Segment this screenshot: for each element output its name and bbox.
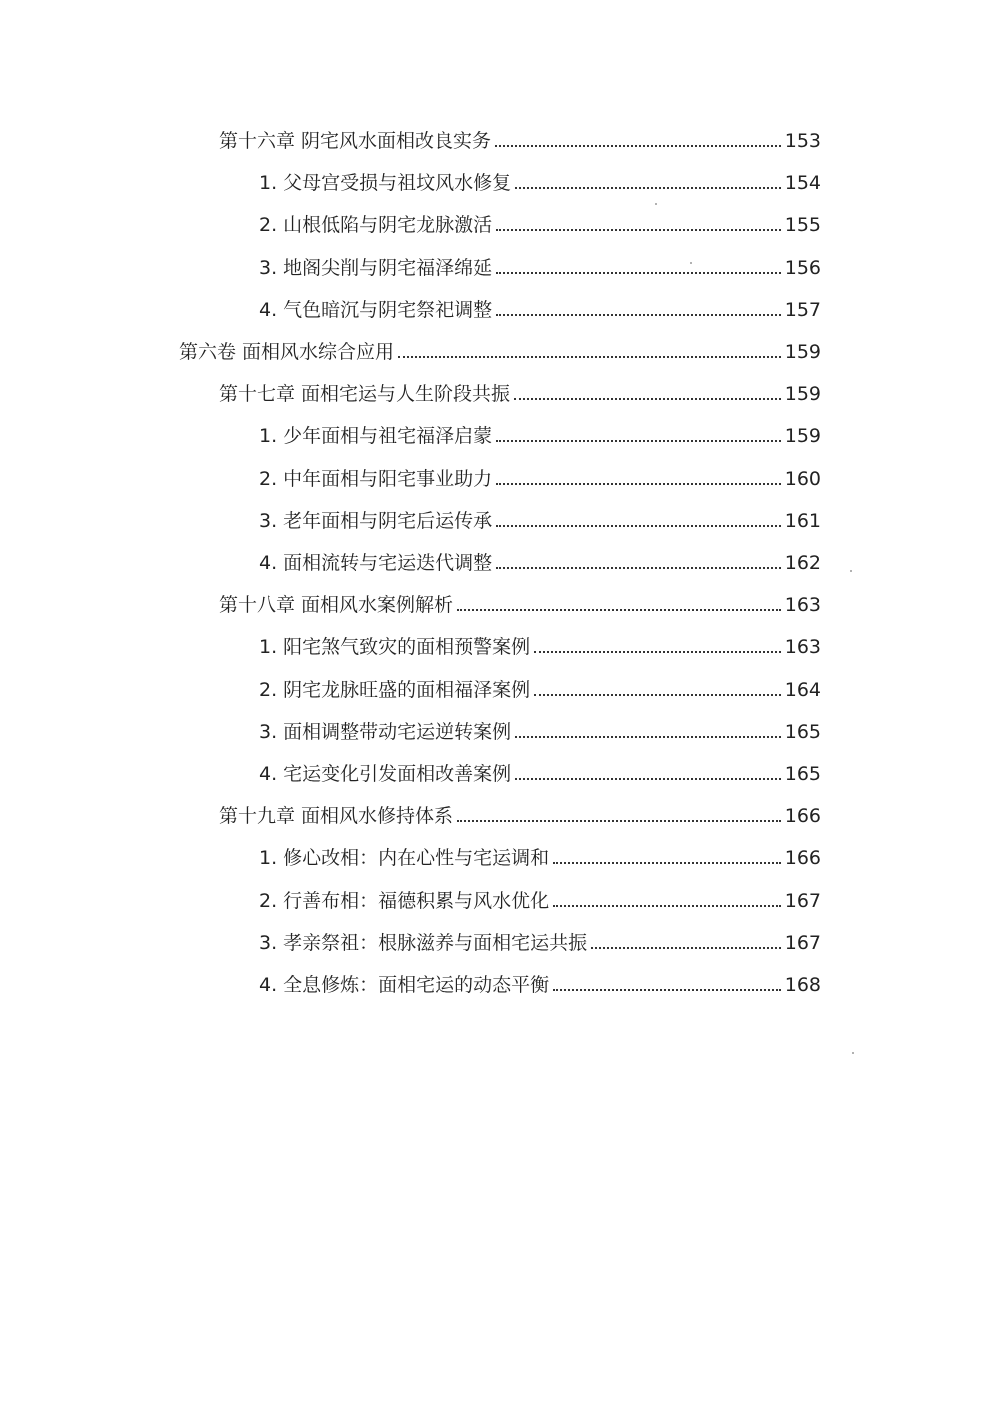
toc-dot-leader [457, 820, 781, 822]
toc-entry-title: 4. 面相流转与宅运迭代调整 [259, 552, 493, 574]
scan-speck [850, 570, 852, 572]
toc-entry-title: 2. 阴宅龙脉旺盛的面相福泽案例 [259, 678, 531, 701]
toc-entry[interactable] [259, 246, 821, 280]
toc-entry-title: 4. 全息修炼：面相宅运的动态平衡 [259, 974, 550, 996]
scan-speck [690, 262, 692, 264]
toc-entry-page-number: 155 [784, 214, 821, 237]
toc-dot-leader [515, 187, 781, 189]
toc-entry[interactable] [259, 499, 821, 533]
toc-entry[interactable] [259, 161, 821, 195]
toc-dot-leader [553, 989, 781, 991]
toc-dot-leader [534, 651, 781, 653]
toc-entry-title: 3. 地阁尖削与阴宅福泽绵延 [259, 256, 493, 279]
toc-entry-title: 1. 父母宫受损与祖坟风水修复 [259, 172, 512, 195]
toc-entry-title: 1. 阳宅煞气致灾的面相预警案例 [259, 636, 531, 659]
toc-entry-page-number: 153 [784, 130, 821, 152]
toc-entry[interactable] [259, 879, 821, 913]
toc-dot-leader [496, 229, 781, 231]
scan-speck [655, 203, 657, 205]
toc-dot-leader [591, 947, 781, 949]
toc-entry-title: 2. 行善布相：福德积累与风水优化 [259, 889, 550, 912]
toc-dot-leader [553, 905, 781, 907]
toc-entry-title: 4. 宅运变化引发面相改善案例 [259, 763, 512, 785]
toc-dot-leader [515, 736, 781, 738]
toc-entry[interactable] [219, 794, 821, 828]
toc-entry-title: 第六卷 面相风水综合应用 [179, 341, 395, 363]
toc-entry-title: 3. 老年面相与阴宅后运传承 [259, 509, 493, 532]
toc-entry-title: 1. 少年面相与祖宅福泽启蒙 [259, 425, 493, 448]
toc-dot-leader [515, 778, 781, 780]
toc-entry-page-number: 157 [784, 298, 821, 321]
toc-entry-page-number: 163 [784, 636, 821, 659]
toc-dot-leader [496, 314, 781, 316]
toc-entry[interactable] [259, 752, 821, 786]
toc-entry[interactable] [259, 963, 821, 997]
toc-entry-page-number: 167 [784, 889, 821, 912]
toc-entry-title: 第十九章 面相风水修持体系 [219, 805, 454, 828]
toc-entry-page-number: 161 [784, 509, 821, 532]
toc-dot-leader [496, 440, 781, 442]
scan-speck [852, 1052, 854, 1054]
toc-entry[interactable] [259, 457, 821, 491]
toc-entry-page-number: 156 [784, 256, 821, 279]
toc-entry[interactable] [259, 288, 821, 322]
toc-entry[interactable] [259, 203, 821, 237]
toc-entry-page-number: 163 [784, 594, 821, 617]
toc-entry[interactable] [219, 583, 821, 617]
toc-entry[interactable] [259, 414, 821, 448]
toc-entry-title: 第十八章 面相风水案例解析 [219, 594, 454, 617]
toc-entry[interactable] [259, 625, 821, 659]
toc-entry[interactable] [219, 119, 821, 153]
toc-entry[interactable] [259, 541, 821, 575]
toc-dot-leader [553, 862, 781, 864]
toc-entry[interactable] [259, 668, 821, 702]
toc-entry-page-number: 159 [784, 383, 821, 406]
toc-entry-page-number: 165 [784, 763, 821, 785]
toc-dot-leader [496, 483, 781, 485]
toc-entry-page-number: 154 [784, 172, 821, 195]
toc-dot-leader [457, 609, 781, 611]
toc-entry[interactable] [219, 372, 821, 406]
toc-dot-leader [398, 356, 781, 358]
toc-entry-page-number: 166 [784, 847, 821, 870]
toc-entry-title: 3. 孝亲祭祖：根脉滋养与面相宅运共振 [259, 931, 588, 954]
toc-entry-page-number: 166 [784, 805, 821, 828]
toc-entry-title: 2. 中年面相与阳宅事业助力 [259, 467, 493, 490]
toc-dot-leader [496, 567, 781, 569]
toc-entry-title: 1. 修心改相：内在心性与宅运调和 [259, 847, 550, 870]
toc-entry-title: 2. 山根低陷与阴宅龙脉激活 [259, 214, 493, 237]
toc-dot-leader [495, 145, 781, 147]
toc-entry-page-number: 159 [784, 341, 821, 363]
toc-entry-title: 第十六章 阴宅风水面相改良实务 [219, 130, 492, 152]
toc-dot-leader [514, 398, 781, 400]
toc-entry-page-number: 159 [784, 425, 821, 448]
toc-entry[interactable] [179, 330, 821, 364]
toc-entry-title: 第十七章 面相宅运与人生阶段共振 [219, 383, 511, 406]
toc-dot-leader [496, 525, 781, 527]
toc-entry-page-number: 162 [784, 552, 821, 574]
toc-entry-page-number: 165 [784, 720, 821, 743]
toc-entry-page-number: 168 [784, 974, 821, 996]
toc-entry[interactable] [259, 710, 821, 744]
toc-entry-title: 3. 面相调整带动宅运逆转案例 [259, 720, 512, 743]
toc-dot-leader [534, 694, 781, 696]
toc-entry[interactable] [259, 921, 821, 955]
toc-entry-page-number: 167 [784, 931, 821, 954]
toc-entry[interactable] [259, 836, 821, 870]
toc-entry-page-number: 164 [784, 678, 821, 701]
toc-dot-leader [496, 272, 781, 274]
toc-entry-title: 4. 气色暗沉与阴宅祭祀调整 [259, 298, 493, 321]
toc-entry-page-number: 160 [784, 467, 821, 490]
